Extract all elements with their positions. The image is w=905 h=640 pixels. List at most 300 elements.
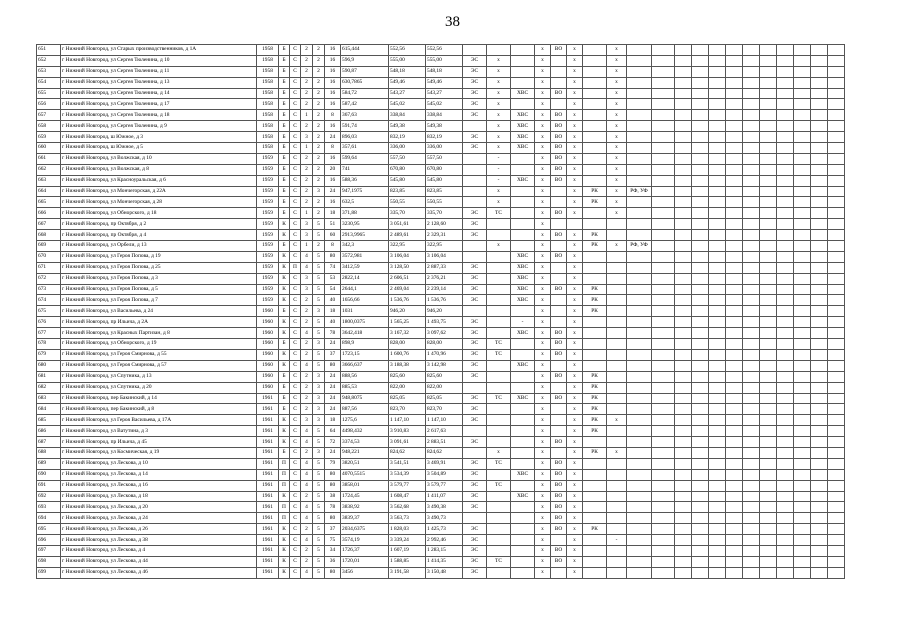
empty-cell xyxy=(709,295,726,306)
table-cell: 1959 xyxy=(257,273,279,284)
empty-cell xyxy=(709,197,726,208)
table-cell xyxy=(652,491,675,502)
table-cell: 590,87 xyxy=(341,66,389,77)
table-cell: х xyxy=(535,99,551,110)
empty-cell xyxy=(811,241,828,252)
table-cell xyxy=(607,230,627,241)
empty-cell xyxy=(726,426,743,437)
table-cell: 8 xyxy=(325,241,341,252)
row-number: 692 xyxy=(37,491,61,502)
table-cell: х xyxy=(567,317,583,328)
table-cell xyxy=(511,45,535,56)
empty-cell xyxy=(743,458,760,469)
address-cell: г Нижний Новгород, ул Героя Попова, д 19 xyxy=(61,251,257,262)
empty-cell xyxy=(692,480,709,491)
table-cell: х xyxy=(567,121,583,132)
row-number: 686 xyxy=(37,426,61,437)
table-cell xyxy=(627,66,652,77)
table-cell: х xyxy=(567,567,583,578)
table-cell: 3 106,04 xyxy=(389,251,426,262)
table-cell xyxy=(627,437,652,448)
empty-cell xyxy=(692,175,709,186)
empty-cell xyxy=(709,393,726,404)
table-cell: ЭС xyxy=(463,77,487,88)
table-cell: С xyxy=(290,295,301,306)
empty-cell xyxy=(743,502,760,513)
table-cell: х xyxy=(567,556,583,567)
table-cell: ЭС xyxy=(463,219,487,230)
empty-cell xyxy=(777,45,794,56)
table-cell xyxy=(627,513,652,524)
table-cell: 3 490,38 xyxy=(426,502,463,513)
table-cell xyxy=(627,143,652,154)
empty-cell xyxy=(811,371,828,382)
table-row xyxy=(37,251,845,262)
table-cell: 3 142,98 xyxy=(426,360,463,371)
table-cell xyxy=(487,295,511,306)
address-cell: г Нижний Новгород, ул Лескова, д 16 xyxy=(61,480,257,491)
empty-cell xyxy=(811,349,828,360)
row-number: 676 xyxy=(37,317,61,328)
table-cell xyxy=(627,502,652,513)
table-cell: х xyxy=(535,143,551,154)
table-cell: 3 541,51 xyxy=(389,458,426,469)
table-cell: ХВС xyxy=(511,393,535,404)
table-cell: 34 xyxy=(325,545,341,556)
table-cell: 24 xyxy=(325,393,341,404)
table-cell: х xyxy=(567,306,583,317)
table-cell: С xyxy=(290,491,301,502)
empty-cell xyxy=(692,545,709,556)
table-cell: х xyxy=(567,437,583,448)
table-cell xyxy=(652,306,675,317)
table-cell xyxy=(652,110,675,121)
empty-cell xyxy=(811,513,828,524)
table-cell xyxy=(551,99,567,110)
table-cell xyxy=(607,284,627,295)
table-cell: К xyxy=(279,317,290,328)
empty-cell xyxy=(828,469,845,480)
empty-cell xyxy=(675,164,692,175)
table-cell: ЭС xyxy=(463,556,487,567)
table-cell: ЭС xyxy=(463,524,487,535)
table-cell: 2 xyxy=(301,186,313,197)
empty-cell xyxy=(675,415,692,426)
table-cell: 2 992,46 xyxy=(426,535,463,546)
row-number: 681 xyxy=(37,371,61,382)
table-cell xyxy=(583,121,607,132)
table-cell: ВО xyxy=(551,164,567,175)
empty-cell xyxy=(692,88,709,99)
empty-cell xyxy=(726,273,743,284)
table-cell: х xyxy=(535,121,551,132)
table-cell: 545,80 xyxy=(426,175,463,186)
table-cell: - xyxy=(487,175,511,186)
table-cell: РК xyxy=(583,295,607,306)
table-cell xyxy=(511,99,535,110)
table-cell: С xyxy=(290,55,301,66)
empty-cell xyxy=(794,45,811,56)
table-cell: 557,50 xyxy=(389,153,426,164)
address-cell: г Нижний Новгород, ул Героя Попова, д 3 xyxy=(61,273,257,284)
table-cell: ЭС xyxy=(463,55,487,66)
empty-cell xyxy=(777,230,794,241)
table-cell: С xyxy=(290,349,301,360)
table-cell xyxy=(652,197,675,208)
table-cell xyxy=(627,556,652,567)
table-cell: х xyxy=(607,241,627,252)
table-cell: ЭС xyxy=(463,317,487,328)
row-number: 663 xyxy=(37,175,61,186)
table-cell xyxy=(627,273,652,284)
empty-cell xyxy=(709,480,726,491)
table-cell: ХВС xyxy=(511,360,535,371)
address-cell: г Нижний Новгород, ул Старых производственников, д 1А xyxy=(61,45,257,56)
table-cell: 5 xyxy=(313,437,325,448)
table-cell xyxy=(511,197,535,208)
table-cell: 3 xyxy=(301,132,313,143)
empty-cell xyxy=(760,143,777,154)
empty-cell xyxy=(726,535,743,546)
table-cell: 1720,01 xyxy=(341,556,389,567)
empty-cell xyxy=(709,241,726,252)
empty-cell xyxy=(692,447,709,458)
table-cell: 2 xyxy=(301,66,313,77)
table-cell xyxy=(551,382,567,393)
empty-cell xyxy=(709,88,726,99)
table-cell: 16 xyxy=(325,121,341,132)
table-cell: 1961 xyxy=(257,404,279,415)
empty-cell xyxy=(828,306,845,317)
table-row xyxy=(37,121,845,132)
address-cell: г Нижний Новгород, ул Космическая, д 19 xyxy=(61,447,257,458)
table-cell: С xyxy=(290,458,301,469)
table-cell xyxy=(583,251,607,262)
table-cell: 2 xyxy=(313,45,325,56)
table-cell: РК xyxy=(583,524,607,535)
address-cell: г Нижний Новгород, ул Волжская, д 8 xyxy=(61,164,257,175)
table-cell: С xyxy=(290,45,301,56)
empty-cell xyxy=(709,502,726,513)
empty-cell xyxy=(692,339,709,350)
row-number: 683 xyxy=(37,393,61,404)
row-number: 699 xyxy=(37,567,61,578)
table-cell xyxy=(652,328,675,339)
row-number: 690 xyxy=(37,469,61,480)
table-cell: ВО xyxy=(551,88,567,99)
empty-cell xyxy=(709,328,726,339)
empty-cell xyxy=(777,469,794,480)
empty-cell xyxy=(794,230,811,241)
row-number: 662 xyxy=(37,164,61,175)
table-cell: С xyxy=(290,143,301,154)
row-number: 698 xyxy=(37,556,61,567)
table-cell: ВО xyxy=(551,491,567,502)
table-cell: х xyxy=(535,164,551,175)
empty-cell xyxy=(777,404,794,415)
table-cell xyxy=(511,230,535,241)
table-cell: х xyxy=(567,262,583,273)
empty-cell xyxy=(726,349,743,360)
empty-cell xyxy=(709,415,726,426)
row-number: 658 xyxy=(37,121,61,132)
table-cell xyxy=(511,458,535,469)
empty-cell xyxy=(726,45,743,56)
table-cell: 549,38 xyxy=(389,121,426,132)
empty-cell xyxy=(760,545,777,556)
table-cell: 1 600,76 xyxy=(389,349,426,360)
table-cell: х xyxy=(607,66,627,77)
row-number: 653 xyxy=(37,66,61,77)
table-cell: Б xyxy=(279,371,290,382)
table-cell: х xyxy=(567,197,583,208)
table-cell: 1961 xyxy=(257,513,279,524)
table-cell: 3 xyxy=(301,219,313,230)
table-cell: 3 167,32 xyxy=(389,328,426,339)
table-cell xyxy=(511,524,535,535)
table-cell xyxy=(511,66,535,77)
table-cell: ЭС xyxy=(463,393,487,404)
table-cell xyxy=(583,458,607,469)
empty-cell xyxy=(794,208,811,219)
empty-cell xyxy=(743,251,760,262)
empty-cell xyxy=(828,491,845,502)
table-cell: 1961 xyxy=(257,458,279,469)
empty-cell xyxy=(828,382,845,393)
table-cell: 588,36 xyxy=(341,175,389,186)
table-cell: х xyxy=(535,262,551,273)
table-cell: х xyxy=(487,241,511,252)
empty-cell xyxy=(760,262,777,273)
table-cell: х xyxy=(567,110,583,121)
table-cell: 336,00 xyxy=(426,143,463,154)
table-cell: ВО xyxy=(551,132,567,143)
table-cell: Б xyxy=(279,66,290,77)
empty-cell xyxy=(743,66,760,77)
empty-cell xyxy=(828,110,845,121)
empty-cell xyxy=(777,393,794,404)
table-cell: 1959 xyxy=(257,186,279,197)
table-cell: х xyxy=(535,415,551,426)
table-cell: РК xyxy=(583,415,607,426)
table-cell xyxy=(583,88,607,99)
table-cell: 3 xyxy=(313,339,325,350)
table-cell: ТС xyxy=(487,393,511,404)
empty-cell xyxy=(675,328,692,339)
table-cell: х xyxy=(535,437,551,448)
table-cell: х xyxy=(567,458,583,469)
empty-cell xyxy=(794,360,811,371)
table-cell: 1031 xyxy=(341,306,389,317)
table-cell: ЭС xyxy=(463,66,487,77)
table-cell: 548,18 xyxy=(426,66,463,77)
table-cell: 1 470,96 xyxy=(426,349,463,360)
table-cell: С xyxy=(290,426,301,437)
table-cell: х xyxy=(567,469,583,480)
table-cell xyxy=(627,371,652,382)
table-cell: 5 xyxy=(313,273,325,284)
empty-cell xyxy=(777,175,794,186)
table-cell: 4 xyxy=(301,469,313,480)
empty-cell xyxy=(828,524,845,535)
table-row xyxy=(37,317,845,328)
table-cell xyxy=(652,447,675,458)
empty-cell xyxy=(726,458,743,469)
empty-cell xyxy=(743,88,760,99)
table-cell: 335,70 xyxy=(426,208,463,219)
table-cell: 338,84 xyxy=(426,110,463,121)
table-cell: х xyxy=(567,328,583,339)
empty-cell xyxy=(794,121,811,132)
table-cell: 549,38 xyxy=(426,121,463,132)
table-cell: х xyxy=(535,251,551,262)
empty-cell xyxy=(760,556,777,567)
table-cell xyxy=(583,219,607,230)
table-row xyxy=(37,491,845,502)
table-cell: 1960 xyxy=(257,306,279,317)
empty-cell xyxy=(743,404,760,415)
table-cell: 2 xyxy=(301,306,313,317)
empty-cell xyxy=(709,284,726,295)
empty-cell xyxy=(794,132,811,143)
empty-cell xyxy=(828,273,845,284)
table-cell: С xyxy=(290,556,301,567)
table-cell xyxy=(463,121,487,132)
empty-cell xyxy=(777,415,794,426)
empty-cell xyxy=(760,458,777,469)
empty-cell xyxy=(794,284,811,295)
empty-cell xyxy=(777,447,794,458)
table-cell: Б xyxy=(279,208,290,219)
empty-cell xyxy=(794,273,811,284)
empty-cell xyxy=(726,251,743,262)
table-cell xyxy=(652,132,675,143)
table-cell xyxy=(583,535,607,546)
empty-cell xyxy=(692,469,709,480)
table-cell xyxy=(463,251,487,262)
empty-cell xyxy=(692,415,709,426)
empty-cell xyxy=(777,284,794,295)
table-cell: 1961 xyxy=(257,437,279,448)
table-cell: РФ, УФ xyxy=(627,186,652,197)
table-cell xyxy=(583,469,607,480)
table-cell: 37 xyxy=(325,349,341,360)
table-cell: ХВС xyxy=(511,175,535,186)
table-cell: Б xyxy=(279,339,290,350)
table-row xyxy=(37,513,845,524)
empty-cell xyxy=(675,567,692,578)
table-cell: 24 xyxy=(325,447,341,458)
empty-cell xyxy=(828,186,845,197)
empty-cell xyxy=(692,143,709,154)
empty-cell xyxy=(828,208,845,219)
empty-cell xyxy=(709,339,726,350)
table-cell: 3 469,91 xyxy=(426,458,463,469)
table-cell: х xyxy=(535,273,551,284)
table-cell: х xyxy=(535,567,551,578)
table-cell: 1958 xyxy=(257,121,279,132)
table-row xyxy=(37,208,845,219)
empty-cell xyxy=(743,349,760,360)
table-cell: 1961 xyxy=(257,480,279,491)
empty-cell xyxy=(709,382,726,393)
empty-cell xyxy=(794,458,811,469)
table-cell: К xyxy=(279,360,290,371)
table-cell: 1959 xyxy=(257,241,279,252)
table-cell: 898,9 xyxy=(341,339,389,350)
table-cell xyxy=(652,545,675,556)
table-cell: х xyxy=(567,132,583,143)
empty-cell xyxy=(760,415,777,426)
empty-cell xyxy=(794,99,811,110)
table-cell: 2 489,61 xyxy=(389,230,426,241)
table-cell: 2 617,63 xyxy=(426,426,463,437)
empty-cell xyxy=(828,219,845,230)
table-cell: х xyxy=(567,186,583,197)
empty-cell xyxy=(811,164,828,175)
table-cell: Б xyxy=(279,121,290,132)
empty-cell xyxy=(726,55,743,66)
table-cell: 1958 xyxy=(257,77,279,88)
empty-cell xyxy=(692,186,709,197)
table-cell xyxy=(627,55,652,66)
empty-cell xyxy=(777,55,794,66)
table-cell: Б xyxy=(279,88,290,99)
empty-cell xyxy=(675,230,692,241)
table-cell: К xyxy=(279,491,290,502)
table-row xyxy=(37,458,845,469)
empty-cell xyxy=(794,349,811,360)
table-cell: 1961 xyxy=(257,535,279,546)
table-cell xyxy=(652,153,675,164)
table-cell xyxy=(652,273,675,284)
empty-cell xyxy=(675,480,692,491)
table-cell: ЭС xyxy=(463,437,487,448)
empty-cell xyxy=(811,132,828,143)
table-cell: 24 xyxy=(325,382,341,393)
table-cell: 550,55 xyxy=(389,197,426,208)
table-cell: х xyxy=(535,175,551,186)
table-cell: х xyxy=(567,382,583,393)
table-cell: С xyxy=(290,328,301,339)
empty-cell xyxy=(743,121,760,132)
table-cell xyxy=(551,219,567,230)
empty-cell xyxy=(675,77,692,88)
table-cell xyxy=(652,88,675,99)
empty-cell xyxy=(811,556,828,567)
table-cell: 2 xyxy=(301,447,313,458)
table-cell: 79 xyxy=(325,458,341,469)
table-cell: 3 106,04 xyxy=(426,251,463,262)
table-cell: ВО xyxy=(551,371,567,382)
table-cell: х xyxy=(567,55,583,66)
table-cell: 555,00 xyxy=(389,55,426,66)
empty-cell xyxy=(760,153,777,164)
table-cell: 1958 xyxy=(257,132,279,143)
empty-cell xyxy=(743,535,760,546)
empty-cell xyxy=(709,567,726,578)
table-cell xyxy=(551,306,567,317)
empty-cell xyxy=(675,219,692,230)
address-cell: г Нижний Новгород, ул Ватутина, д 3 xyxy=(61,426,257,437)
table-cell xyxy=(583,437,607,448)
empty-cell xyxy=(760,110,777,121)
table-cell xyxy=(487,219,511,230)
empty-cell xyxy=(811,404,828,415)
empty-cell xyxy=(743,284,760,295)
empty-cell xyxy=(760,480,777,491)
table-cell: 599,64 xyxy=(341,153,389,164)
